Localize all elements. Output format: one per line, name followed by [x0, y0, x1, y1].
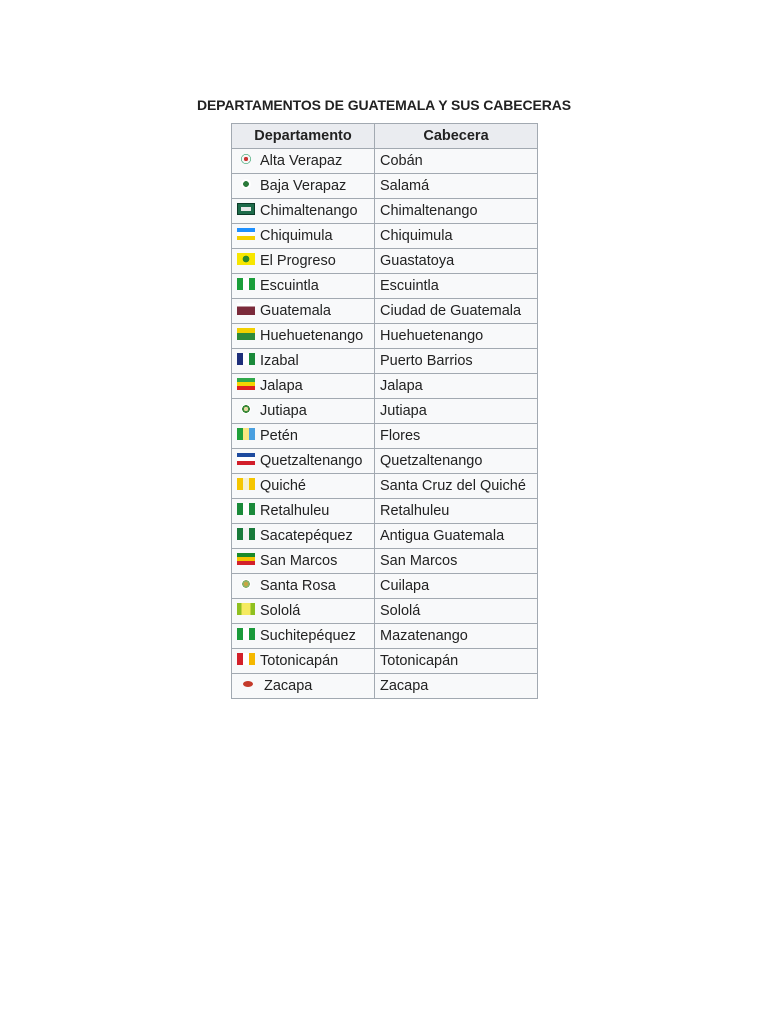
cell-cabecera: Flores	[375, 424, 538, 449]
table-row	[232, 599, 538, 624]
departamento-name: El Progreso	[260, 253, 336, 269]
departamento-wrapper	[237, 274, 369, 298]
san-marcos-flag-icon	[237, 553, 255, 565]
cell-cabecera: Santa Cruz del Quiché	[375, 474, 538, 499]
table-row	[232, 549, 538, 574]
table-header-row	[232, 124, 538, 149]
cell-departamento	[232, 474, 375, 499]
table-row	[232, 274, 538, 299]
cell-departamento	[232, 674, 375, 699]
departamento-name: Escuintla	[260, 278, 319, 294]
suchitepequez-flag-icon	[237, 628, 255, 640]
table-row	[232, 324, 538, 349]
jutiapa-seal-icon	[241, 404, 251, 414]
cell-cabecera: Mazatenango	[375, 624, 538, 649]
cell-cabecera: Chiquimula	[375, 224, 538, 249]
departamento-name: Baja Verapaz	[260, 178, 347, 194]
cell-departamento	[232, 349, 375, 374]
totonicapan-flag-icon	[237, 653, 255, 665]
departamento-wrapper	[237, 424, 369, 448]
cell-departamento	[232, 499, 375, 524]
departamento-wrapper	[237, 449, 369, 473]
departamento-wrapper	[237, 199, 369, 223]
departamento-wrapper	[237, 599, 369, 623]
table-row	[232, 499, 538, 524]
cell-cabecera: Cobán	[375, 149, 538, 174]
cell-departamento	[232, 274, 375, 299]
departamento-wrapper	[237, 324, 369, 348]
page-title: DEPARTAMENTOS DE GUATEMALA Y SUS CABECERAS	[196, 97, 572, 113]
departamento-name: Huehuetenango	[260, 328, 364, 344]
departamento-wrapper	[237, 299, 369, 323]
cell-departamento	[232, 549, 375, 574]
departamento-name: Retalhuleu	[260, 503, 330, 519]
cell-departamento	[232, 599, 375, 624]
table-row	[232, 624, 538, 649]
cell-cabecera: Antigua Guatemala	[375, 524, 538, 549]
column-header-departamento: Departamento	[232, 124, 375, 149]
huehuetenango-flag-icon	[237, 328, 255, 340]
departamento-wrapper	[237, 349, 369, 373]
cell-departamento	[232, 324, 375, 349]
table-row	[232, 149, 538, 174]
guatemala-flag-icon	[237, 303, 255, 315]
departamento-name: Totonicapán	[260, 653, 339, 669]
departamento-name: Alta Verapaz	[260, 153, 343, 169]
departamento-wrapper	[237, 249, 369, 273]
table-row	[232, 449, 538, 474]
cell-departamento	[232, 399, 375, 424]
cell-cabecera: Jutiapa	[375, 399, 538, 424]
chimaltenango-flag-icon	[237, 203, 255, 215]
quiche-flag-icon	[237, 478, 255, 490]
table-row	[232, 374, 538, 399]
table-row	[232, 474, 538, 499]
cell-cabecera: Escuintla	[375, 274, 538, 299]
cell-cabecera: Retalhuleu	[375, 499, 538, 524]
departamento-wrapper	[237, 374, 369, 398]
cell-departamento	[232, 149, 375, 174]
departamento-wrapper	[237, 399, 369, 423]
departamento-name: Quiché	[260, 478, 306, 494]
cell-departamento	[232, 199, 375, 224]
quetzaltenango-flag-icon	[237, 453, 255, 465]
departamento-wrapper	[237, 649, 369, 673]
departamento-wrapper	[237, 524, 369, 548]
table-row	[232, 574, 538, 599]
baja-verapaz-cross-icon	[241, 179, 251, 189]
cell-departamento	[232, 624, 375, 649]
cell-cabecera: Totonicapán	[375, 649, 538, 674]
cell-cabecera: Cuilapa	[375, 574, 538, 599]
departamento-name: Chiquimula	[260, 228, 333, 244]
cell-departamento	[232, 649, 375, 674]
table-row	[232, 174, 538, 199]
retalhuleu-flag-icon	[237, 503, 255, 515]
cell-cabecera: Guastatoya	[375, 249, 538, 274]
cell-departamento	[232, 374, 375, 399]
cell-cabecera: Ciudad de Guatemala	[375, 299, 538, 324]
departamento-wrapper	[237, 574, 369, 598]
cell-departamento	[232, 249, 375, 274]
alta-verapaz-seal-icon	[241, 154, 251, 164]
departamentos-table	[231, 123, 538, 699]
chiquimula-flag-icon	[237, 228, 255, 240]
departamento-name: Jutiapa	[260, 403, 307, 419]
table-row	[232, 249, 538, 274]
cell-cabecera: Jalapa	[375, 374, 538, 399]
cell-departamento	[232, 174, 375, 199]
departamento-name: San Marcos	[260, 553, 338, 569]
departamento-wrapper	[237, 224, 369, 248]
jalapa-flag-icon	[237, 378, 255, 390]
table-row	[232, 424, 538, 449]
departamento-wrapper	[237, 624, 369, 648]
departamento-name: Izabal	[260, 353, 299, 369]
el-progreso-flag-icon	[237, 253, 255, 265]
departamento-name: Sacatepéquez	[260, 528, 353, 544]
departamento-wrapper	[237, 549, 369, 573]
column-header-cabecera: Cabecera	[375, 124, 538, 149]
departamento-name: Guatemala	[260, 303, 331, 319]
table-row	[232, 524, 538, 549]
cell-departamento	[232, 424, 375, 449]
departamento-wrapper	[237, 149, 369, 173]
cell-cabecera: Salamá	[375, 174, 538, 199]
cell-departamento	[232, 299, 375, 324]
departamento-name: Jalapa	[260, 378, 303, 394]
izabal-flag-icon	[237, 353, 255, 365]
cell-cabecera: Quetzaltenango	[375, 449, 538, 474]
departamento-name: Santa Rosa	[260, 578, 336, 594]
cell-departamento	[232, 524, 375, 549]
departamento-name: Suchitepéquez	[260, 628, 356, 644]
table-row	[232, 349, 538, 374]
departamento-wrapper	[237, 499, 369, 523]
peten-flag-icon	[237, 428, 255, 440]
cell-cabecera: Puerto Barrios	[375, 349, 538, 374]
departamento-wrapper	[237, 474, 369, 498]
solola-flag-icon	[237, 603, 255, 615]
table-row	[232, 674, 538, 699]
table-row	[232, 399, 538, 424]
table-row	[232, 199, 538, 224]
cell-departamento	[232, 449, 375, 474]
table-row	[232, 649, 538, 674]
sacatepequez-flag-icon	[237, 528, 255, 540]
departamento-name: Zacapa	[264, 678, 313, 694]
table-row	[232, 224, 538, 249]
departamento-wrapper	[237, 674, 369, 698]
table-row	[232, 299, 538, 324]
departamento-name: Quetzaltenango	[260, 453, 363, 469]
departamento-wrapper	[237, 174, 369, 198]
cell-cabecera: Huehuetenango	[375, 324, 538, 349]
departamento-name: Sololá	[260, 603, 301, 619]
cell-cabecera: Sololá	[375, 599, 538, 624]
cell-departamento	[232, 224, 375, 249]
zacapa-seal-icon	[243, 681, 253, 687]
cell-cabecera: San Marcos	[375, 549, 538, 574]
santa-rosa-seal-icon	[241, 579, 251, 589]
escuintla-flag-icon	[237, 278, 255, 290]
departamento-name: Petén	[260, 428, 298, 444]
departamento-name: Chimaltenango	[260, 203, 358, 219]
cell-cabecera: Zacapa	[375, 674, 538, 699]
cell-departamento	[232, 574, 375, 599]
cell-cabecera: Chimaltenango	[375, 199, 538, 224]
